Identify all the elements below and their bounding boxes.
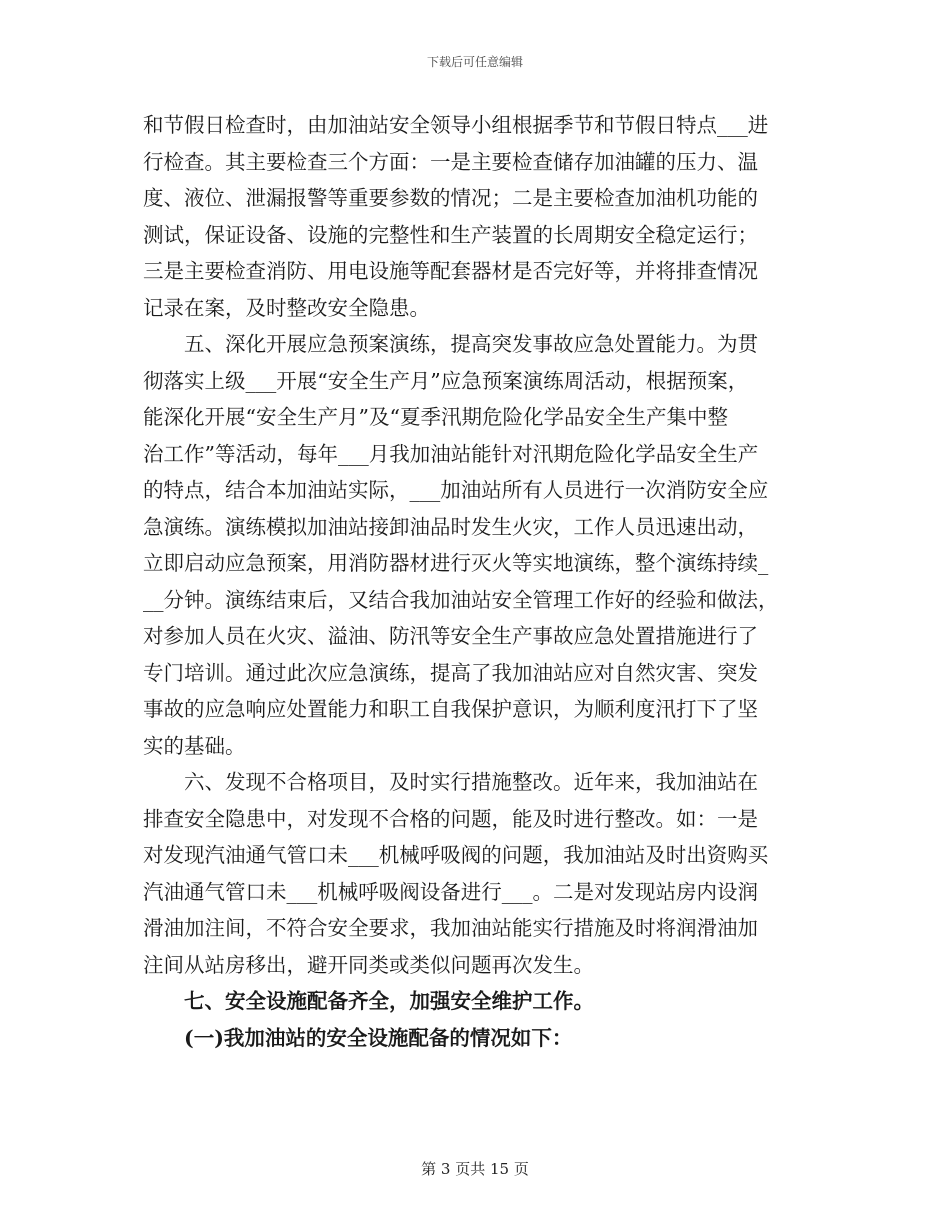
page-header: 下载后可任意编辑 — [426, 55, 523, 69]
text-line: 专门培训。通过此次应急演练，提高了我加油站应对自然灾害、突发 — [143, 660, 758, 685]
text-line: 治工作”等活动，每年___月我加油站能针对汛期危险化学品安全生产 — [143, 441, 759, 466]
text-line: 和节假日检查时，由加油站安全领导小组根据季节和节假日特点___进 — [143, 113, 769, 137]
text-line: 能深化开展“安全生产月”及“夏季汛期危险化学品安全生产集中整 — [143, 405, 728, 429]
page-footer: 第 3 页共 15 页 — [421, 1160, 529, 1178]
text-line: 急演练。演练模拟加油站接卸油品时发生火灾，工作人员迅速出动， — [143, 514, 758, 539]
text-line: 记录在案，及时整改安全隐患。 — [143, 295, 430, 320]
document-body — [143, 107, 807, 1056]
text-line: 对发现汽油通气管口未___机械呼吸阀的问题，我加油站及时出资购买 — [143, 843, 769, 867]
text-line: 的特点，结合本加油站实际，___加油站所有人员进行一次消防安全应 — [143, 478, 769, 502]
text-line: __分钟。演练结束后，又结合我加油站安全管理工作好的经验和做法， — [143, 587, 779, 612]
subsection-heading: (一)我加油站的安全设施配备的情况如下： — [184, 1025, 573, 1050]
text-line: 立即启动应急预案，用消防器材进行灭火等实地演练，整个演练持续_ — [143, 551, 769, 575]
text-line: 行检查。其主要检查三个方面：一是主要检查储存加油罐的压力、温 — [143, 149, 758, 174]
text-line: 滑油加注间，不符合安全要求，我加油站能实行措施及时将润滑油加 — [143, 916, 758, 940]
text-line: 测试，保证设备、设施的完整性和生产装置的长周期安全稳定运行； — [143, 222, 758, 247]
section-five-heading-line: 五、深化开展应急预案演练，提高突发事故应急处置能力。为贯 — [184, 332, 758, 356]
text-line: 三是主要检查消防、用电设施等配套器材是否完好等，并将排查情况 — [143, 259, 758, 283]
text-line: 排查安全隐患中，对发现不合格的问题，能及时进行整改。如：一是 — [143, 806, 758, 831]
text-line: 实的基础。 — [143, 733, 246, 758]
text-line: 对参加人员在火灾、溢油、防汛等安全生产事故应急处置措施进行了 — [143, 624, 758, 648]
text-line: 事故的应急响应处置能力和职工自我保护意识，为顺利度汛打下了坚 — [143, 697, 758, 721]
text-line: 度、液位、泄漏报警等重要参数的情况；二是主要检查加油机功能的 — [143, 186, 758, 210]
section-seven-heading: 七、安全设施配备齐全，加强安全维护工作。 — [184, 989, 594, 1013]
section-six-heading-line: 六、发现不合格项目，及时实行措施整改。近年来，我加油站在 — [184, 770, 758, 794]
text-line: 汽油通气管口未___机械呼吸阀设备进行___。二是对发现站房内设润 — [143, 879, 758, 904]
text-line: 彻落实上级___开展“安全生产月”应急预案演练周活动，根据预案， — [143, 368, 749, 393]
text-line: 注间从站房移出，避开同类或类似问题再次发生。 — [143, 952, 594, 977]
